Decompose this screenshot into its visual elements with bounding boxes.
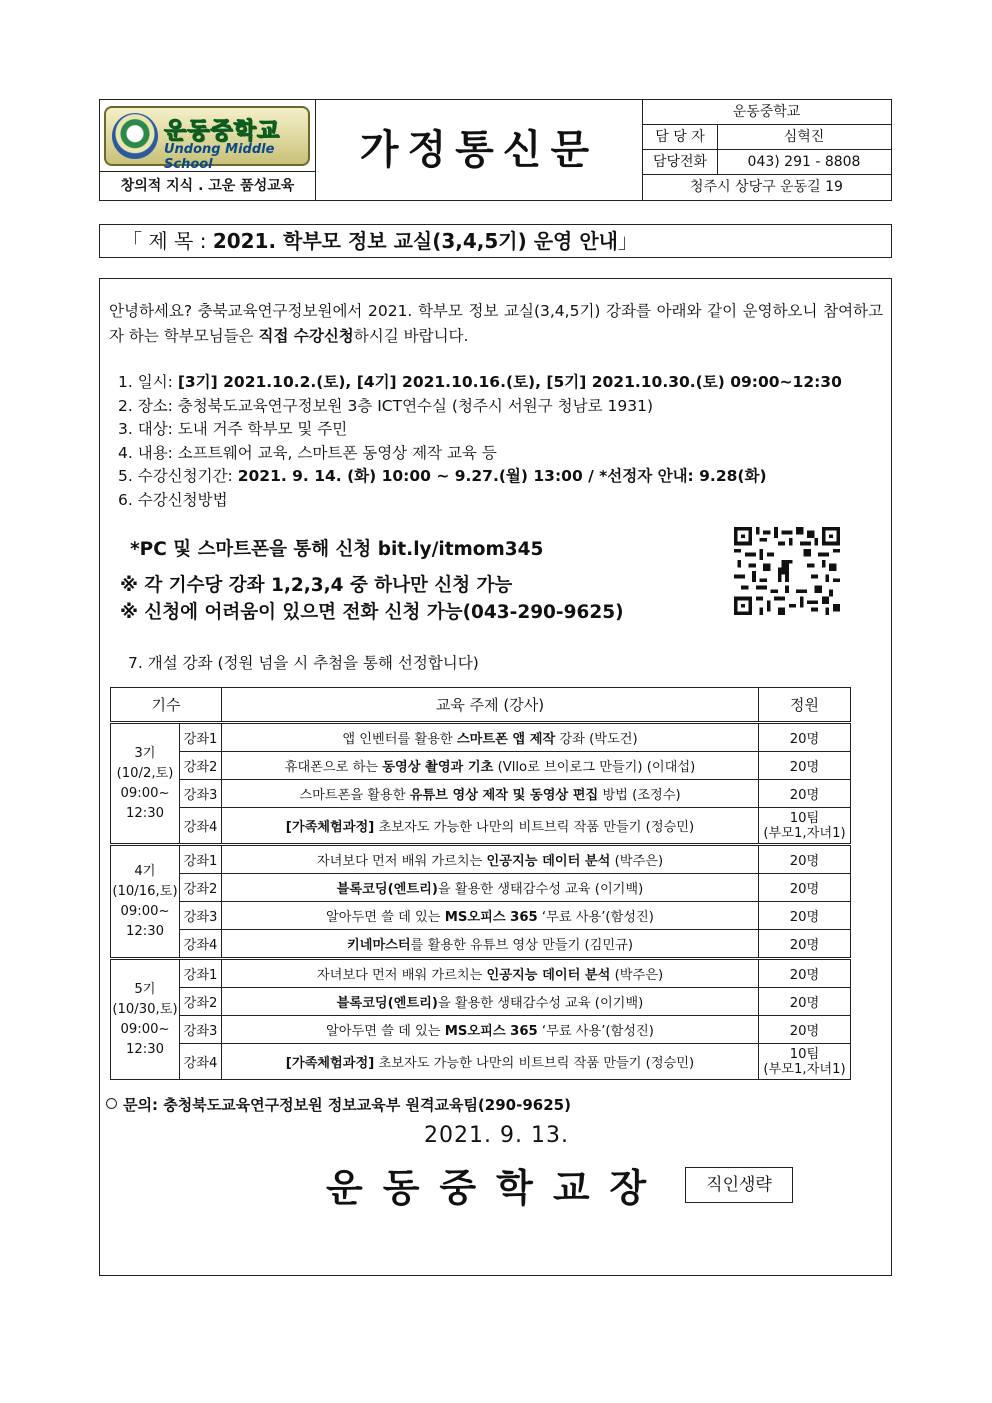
table-row <box>111 902 851 930</box>
school-motto: 창의적 지식 . 고운 품성교육 <box>100 172 316 200</box>
course-topic-post: 강좌 (박도건) <box>555 732 638 747</box>
course-topic-cell <box>222 808 759 845</box>
capacity-cell: 20명 <box>759 902 851 930</box>
capacity-note: (부모1,자녀1) <box>763 1061 846 1077</box>
course-topic-pre: 알아두면 쓸 데 있는 <box>326 1024 445 1039</box>
intro-paragraph <box>109 299 883 349</box>
info-address: 청주시 상당구 운동길 19 <box>690 179 843 195</box>
capacity-note: (부모1,자녀1) <box>763 825 846 841</box>
logo-school-name-en: Undong Middle School <box>164 142 275 172</box>
course-topic-cell <box>222 959 759 988</box>
lecture-number-cell: 강좌1 <box>180 723 222 752</box>
lecture-number-cell: 강좌4 <box>180 930 222 959</box>
course-topic-b: MS오피스 365 <box>444 910 538 925</box>
qr-code-icon[interactable] <box>733 527 841 615</box>
contact-info-table <box>642 100 891 200</box>
capacity-cell: 20명 <box>759 988 851 1016</box>
course-topic-cell <box>222 1016 759 1044</box>
course-topic-post: 을 활용한 생태감수성 교육 (이기백) <box>437 882 644 897</box>
logo-cell <box>100 100 316 172</box>
lecture-number-cell: 강좌2 <box>180 874 222 902</box>
header-topic: 교육 주제 (강사) <box>222 688 759 723</box>
info-phone-label: 담당전화 <box>643 150 718 175</box>
generation-line: 3기 <box>134 745 156 761</box>
circle-bullet-icon <box>106 1098 117 1109</box>
course-topic-post: (Vllo로 브이로그 만들기) (이대섭) <box>493 760 696 775</box>
lecture-number-cell: 강좌1 <box>180 959 222 988</box>
item-date-label: 1. 일시: <box>118 373 178 391</box>
course-topic-post: 초보자도 가능한 나만의 비트브릭 작품 만들기 (정승민) <box>374 820 695 835</box>
course-topic-b: 블록코딩(엔트리) <box>336 996 438 1011</box>
lecture-number-cell: 강좌2 <box>180 752 222 780</box>
lecture-number-cell: 강좌3 <box>180 1016 222 1044</box>
course-topic-cell <box>222 845 759 874</box>
contact-line <box>106 1094 571 1115</box>
body-frame <box>99 278 892 1276</box>
lecture-number-cell: 강좌4 <box>180 808 222 845</box>
generation-line: 09:00~ <box>120 1021 170 1037</box>
table-row <box>111 988 851 1016</box>
school-logo <box>104 106 310 172</box>
courses-table-body <box>111 723 851 1080</box>
seal-omitted-stamp: 직인생략 <box>685 1167 793 1203</box>
capacity-cell: 20명 <box>759 780 851 808</box>
subject-suffix: 」 <box>617 229 638 253</box>
apply-text: *PC 및 스마트폰을 통해 신청 <box>130 539 378 560</box>
capacity-cell: 20명 <box>759 930 851 959</box>
course-topic-pre: 스마트폰을 활용한 <box>299 788 410 803</box>
item-period <box>118 465 842 489</box>
info-row-phone <box>643 150 892 175</box>
course-topic-pre: 앱 인벤터를 활용한 <box>342 732 457 747</box>
item-period-value: 2021. 9. 14. (화) 10:00 ~ 9.27.(월) 13:00 / *선정자 안내: 9.28(화) <box>237 467 767 485</box>
intro-text: 안녕하세요? 충북교육연구정보원에서 2021. 학부모 정보 교실(3,4,5기) 강좌를 아래와 같이 운영하오니 참여하고자 하는 학부모님들은 <box>109 302 883 345</box>
course-topic-b: 스마트폰 앱 제작 <box>456 732 556 747</box>
course-topic-b: 키네마스터 <box>346 938 411 953</box>
generation-line: 5기 <box>134 981 156 997</box>
course-topic-cell <box>222 930 759 959</box>
capacity-cell: 20명 <box>759 845 851 874</box>
subject-text: 2021. 학부모 정보 교실(3,4,5기) 운영 안내 <box>212 229 618 253</box>
item-period-label: 5. 수강신청기간: <box>118 467 238 485</box>
capacity-value: 10팀 <box>789 810 820 826</box>
letter-header <box>99 99 892 201</box>
course-topic-pre: 자녀보다 먼저 배워 가르치는 <box>316 854 487 869</box>
generation-line: 09:00~ <box>120 903 170 919</box>
principal-signature: 운동중학교장 <box>326 1165 667 1210</box>
table-row <box>111 1044 851 1080</box>
header-generation: 기수 <box>111 688 222 723</box>
item-content: 4. 내용: 소프트웨어 교육, 스마트폰 동영상 제작 교육 등 <box>118 443 497 462</box>
course-topic-cell <box>222 874 759 902</box>
course-topic-b: 동영상 촬영과 기초 <box>382 760 494 775</box>
issue-date: 2021. 9. 13. <box>424 1123 569 1148</box>
contact-text: 문의: 충청북도교육연구정보원 정보교육부 원격교육팀(290-9625) <box>123 1096 571 1114</box>
generation-cell <box>111 845 180 959</box>
course-topic-pre: 휴대폰으로 하는 <box>284 760 383 775</box>
course-topic-post: ‘무료 사용’(함성진) <box>537 1024 654 1039</box>
courses-table <box>110 687 851 1080</box>
table-row <box>111 874 851 902</box>
course-topic-cell <box>222 752 759 780</box>
capacity-cell: 20명 <box>759 752 851 780</box>
course-topic-cell <box>222 1044 759 1080</box>
item-date <box>118 371 842 395</box>
table-row <box>111 808 851 845</box>
course-topic-b: MS오피스 365 <box>444 1024 538 1039</box>
info-manager: 심혁진 <box>783 129 825 145</box>
course-topic-post: 을 활용한 생태감수성 교육 (이기백) <box>437 996 644 1011</box>
course-topic-post: ‘무료 사용’(함성진) <box>537 910 654 925</box>
table-row <box>111 930 851 959</box>
item-target: 3. 대상: 도내 거주 학부모 및 주민 <box>118 420 348 438</box>
capacity-cell <box>759 808 851 845</box>
info-row-manager <box>643 125 892 150</box>
subject-box <box>99 224 892 258</box>
generation-line: 12:30 <box>125 1041 164 1057</box>
header-capacity: 정원 <box>759 688 851 723</box>
generation-line: (10/2,토) <box>116 765 174 781</box>
item-date-value: [3기] 2021.10.2.(토), [4기] 2021.10.16.(토), [5기] 2021.10.30.(토) 09:00~12:30 <box>177 373 842 391</box>
apply-link[interactable]: bit.ly/itmom345 <box>377 539 544 560</box>
table-row <box>111 723 851 752</box>
note-phone-apply: ※ 신청에 어려움이 있으면 전화 신청 가능(043-290-9625) <box>120 602 624 623</box>
capacity-value: 10팀 <box>789 1046 820 1062</box>
logo-school-name: 운동중학교 <box>164 118 281 144</box>
lecture-number-cell: 강좌4 <box>180 1044 222 1080</box>
table-row <box>111 1016 851 1044</box>
course-topic-pre: 자녀보다 먼저 배워 가르치는 <box>316 968 487 983</box>
lecture-number-cell: 강좌1 <box>180 845 222 874</box>
capacity-cell: 20명 <box>759 874 851 902</box>
subject-prefix: 「 제 목 : <box>122 229 213 253</box>
table-row <box>111 752 851 780</box>
capacity-cell: 20명 <box>759 723 851 752</box>
generation-line: (10/30,토) <box>112 1001 178 1017</box>
generation-line: 4기 <box>134 863 156 879</box>
table-row <box>111 959 851 988</box>
item-method: 6. 수강신청방법 <box>118 490 228 509</box>
generation-line: 12:30 <box>125 923 164 939</box>
course-topic-post: 방법 (조정수) <box>598 788 681 803</box>
generation-line: (10/16,토) <box>112 883 178 899</box>
school-emblem-icon <box>112 113 158 159</box>
course-topic-post: (박주은) <box>610 854 664 869</box>
course-topic-post: 를 활용한 유튜브 영상 만들기 (김민규) <box>410 938 634 953</box>
lecture-number-cell: 강좌2 <box>180 988 222 1016</box>
info-manager-label: 담 당 자 <box>643 125 718 150</box>
note-one-course: ※ 각 기수당 강좌 1,2,3,4 중 하나만 신청 가능 <box>120 575 513 596</box>
capacity-cell <box>759 1044 851 1080</box>
details-list <box>118 371 842 512</box>
table-row <box>111 780 851 808</box>
course-topic-b: 유튜브 영상 제작 및 동영상 편집 <box>409 788 599 803</box>
course-topic-pre: 알아두면 쓸 데 있는 <box>326 910 445 925</box>
lecture-number-cell: 강좌3 <box>180 902 222 930</box>
generation-line: 12:30 <box>125 805 164 821</box>
course-topic-cell <box>222 723 759 752</box>
generation-cell <box>111 723 180 845</box>
generation-line: 09:00~ <box>120 785 170 801</box>
capacity-cell: 20명 <box>759 1016 851 1044</box>
course-topic-b: 인공지능 데이터 분석 <box>486 968 611 983</box>
lecture-number-cell: 강좌3 <box>180 780 222 808</box>
course-topic-cell <box>222 780 759 808</box>
info-phone: 043) 291 - 8808 <box>747 154 861 170</box>
course-topic-post: (박주은) <box>610 968 664 983</box>
intro-emphasis: 직접 수강신청 <box>258 327 354 345</box>
table-row <box>111 845 851 874</box>
course-topic-post: 초보자도 가능한 나만의 비트브릭 작품 만들기 (정승민) <box>374 1056 695 1071</box>
course-topic-b: 블록코딩(엔트리) <box>336 882 438 897</box>
intro-text-end: 하시길 바랍니다. <box>353 327 469 345</box>
info-row-school <box>643 100 892 125</box>
item-place: 2. 장소: 충청북도교육연구정보원 3층 ICT연수실 (청주시 서원구 청남로 1931) <box>118 396 653 415</box>
apply-line <box>130 535 543 561</box>
section-courses-title: 7. 개설 강좌 (정원 넘을 시 추첨을 통해 선정합니다) <box>128 654 479 672</box>
course-topic-cell <box>222 988 759 1016</box>
course-topic-b: [가족체험과정] <box>285 1056 375 1071</box>
capacity-cell: 20명 <box>759 959 851 988</box>
generation-cell <box>111 959 180 1080</box>
document-title: 가정통신문 <box>359 127 599 173</box>
info-row-address <box>643 175 892 200</box>
course-topic-b: 인공지능 데이터 분석 <box>486 854 611 869</box>
course-topic-b: [가족체험과정] <box>285 820 375 835</box>
info-school: 운동중학교 <box>732 104 801 120</box>
course-topic-cell <box>222 902 759 930</box>
